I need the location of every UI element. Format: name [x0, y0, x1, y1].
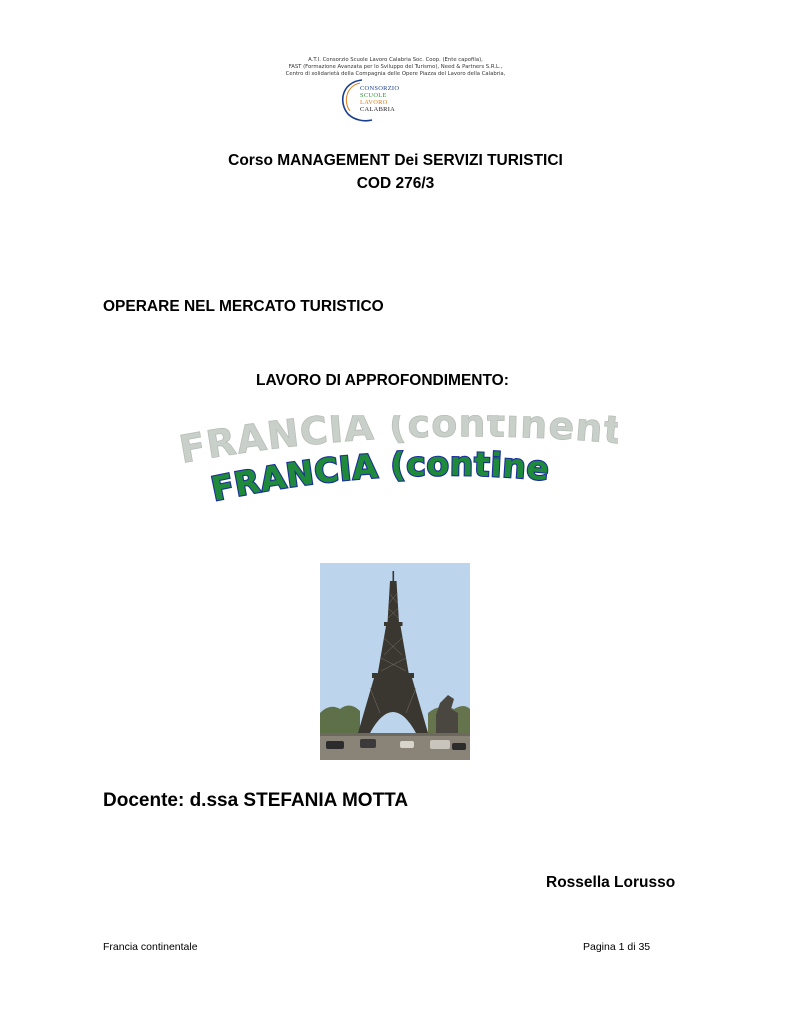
module-title: OPERARE NEL MERCATO TURISTICO — [103, 298, 384, 315]
logo-word-calabria: CALABRIA — [360, 106, 396, 113]
logo-word-scuole: SCUOLE — [360, 92, 387, 99]
logo-word-lavoro: LAVORO — [360, 99, 388, 106]
author-name: Rossella Lorusso — [546, 874, 676, 891]
logo-word-consorzio: CONSORZIO — [360, 85, 400, 92]
title-wordart-shadow: FRANCIA (continen — [178, 415, 606, 472]
consortium-logo — [336, 78, 416, 122]
eiffel-tower-photo — [320, 563, 470, 760]
footer-page-number: Pagina 1 di 35 — [583, 941, 651, 953]
course-code: COD 276/3 — [356, 175, 435, 192]
header-line-2: FAST (Formazione Avanzata per lo Sviluppo del Turismo), Need & Partners S.R.L., — [288, 64, 503, 70]
teacher-name: Docente: d.ssa STEFANIA MOTTA — [103, 790, 409, 811]
course-title: Corso MANAGEMENT Dei SERVIZI TURISTICI — [228, 152, 563, 169]
title-wordart — [178, 415, 618, 515]
title-wordart-text: FRANCIA (contine — [207, 444, 552, 509]
footer-document-title: Francia continentale — [103, 941, 198, 953]
header-line-3: Centro di solidarietà della Compagnia delle Opere Piazza del Lavoro della Calabria, — [285, 71, 506, 77]
header-line-1: A.T.I. Consorzio Scuole Lavoro Calabria Soc. Coop. (Ente capofila), — [308, 57, 483, 63]
work-label: LAVORO DI APPROFONDIMENTO: — [256, 372, 509, 389]
